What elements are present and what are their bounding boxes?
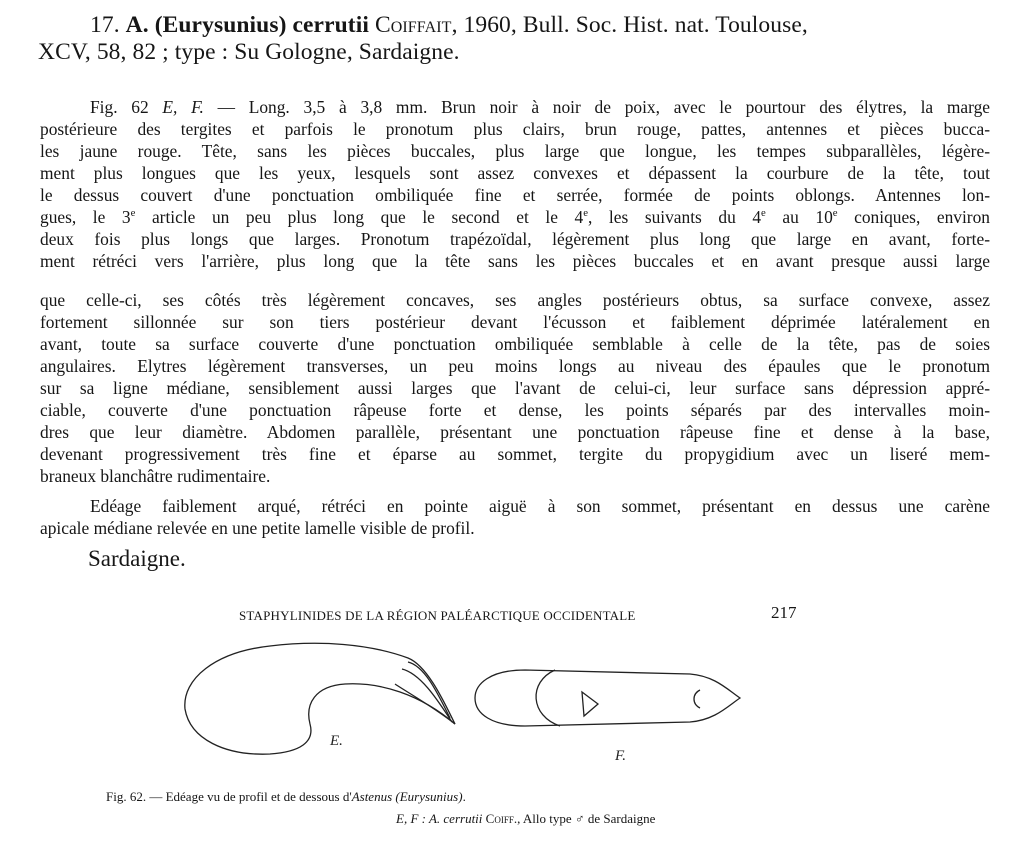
- caption-species: E, F : A. cerrutii: [396, 811, 483, 826]
- species-author: Coiffait: [374, 12, 452, 38]
- caption-prefix: Fig. 62. — Edéage vu de profil et de dessous d': [106, 789, 352, 804]
- edeage-paragraph: [40, 495, 990, 539]
- edeage-line: Edéage faiblement arqué, rétréci en pointe aiguë à son sommet, présentant en dessus une carène: [90, 496, 990, 516]
- figure-label-e: E.: [330, 733, 343, 749]
- description-line: gues, le 3e article un peu plus long que le second et le 4e, les suivants du 4e au 10e coniques, environ: [40, 207, 990, 227]
- edeage-line: apicale médiane relevée en une petite lamelle visible de profil.: [40, 518, 475, 538]
- figure-62-drawing: [170, 634, 750, 774]
- description-line: ment plus longues que les yeux, lesquels sont assez convexes et dépassent la courbure de la tête, tout: [40, 163, 990, 183]
- heading-rest: , 1960, Bull. Soc. Hist. nat. Toulouse,: [451, 12, 808, 38]
- figure-caption: [106, 789, 466, 805]
- running-head: STAPHYLINIDES DE LA RÉGION PALÉARCTIQUE OCCIDENTALE: [239, 608, 636, 623]
- description-line: dres que leur diamètre. Abdomen parallèle, présentant une ponctuation râpeuse fine et dense à la base,: [40, 422, 990, 442]
- caption-end: .: [462, 789, 466, 804]
- description-line: ciable, couverte d'une ponctuation râpeuse forte et dense, les points séparés par des intervalles moin-: [40, 400, 990, 420]
- caption-genus: Astenus: [351, 789, 393, 804]
- description-line: sur sa ligne médiane, sensiblement aussi larges que l'avant de celui-ci, leur surface sans dépression appré-: [40, 378, 990, 398]
- species-heading: [38, 12, 998, 66]
- locality-heading: Sardaigne.: [88, 546, 186, 571]
- description-line: le dessus couvert d'une ponctuation ombiliquée fine et serrée, formée de points oblongs. Antennes lon-: [40, 185, 990, 205]
- edeage-profile-drawing: [185, 643, 455, 754]
- description-line: deux fois plus longs que larges. Pronotum trapézoïdal, légèrement plus long que large en avant, forte-: [40, 229, 990, 249]
- caption-subgenus: (Eurysunius): [395, 789, 463, 804]
- description-line: Fig. 62 E, F. — Long. 3,5 à 3,8 mm. Brun noir à noir de poix, avec le pourtour des élytres, la marge: [90, 97, 990, 117]
- figure-label-f: F.: [615, 748, 626, 764]
- description-line: que celle-ci, ses côtés très légèrement concaves, ses angles postérieurs obtus, sa surface convexe, assez: [40, 290, 990, 310]
- description-line: ment rétréci vers l'arrière, plus long que la tête sans les pièces buccales et en avant presque aussi large: [40, 251, 990, 271]
- description-line: braneux blanchâtre rudimentaire.: [40, 466, 271, 486]
- caption-author: Coiff.: [485, 811, 518, 826]
- description-paragraph-bottom: [40, 289, 990, 487]
- species-number: 17.: [90, 12, 120, 38]
- description-line: angulaires. Elytres légèrement transverses, un peu moins longs au niveau des épaules que le pronotum: [40, 356, 990, 376]
- edeage-ventral-drawing: [475, 670, 740, 726]
- species-name: A. (Eurysunius) cerrutii: [125, 12, 369, 38]
- heading-line-1: [38, 12, 998, 39]
- description-line: fortement sillonnée sur son tiers postérieur devant l'écusson et faiblement déprimée latéralement en: [40, 312, 990, 332]
- description-line: avant, toute sa surface couverte d'une ponctuation ombiliquée semblable à celle de la tête, pas de soies: [40, 334, 990, 354]
- description-paragraph-top: [40, 96, 990, 272]
- figure-caption-detail: [396, 811, 655, 827]
- description-line: les jaune rouge. Tête, sans les pièces buccales, plus large que longue, les tempes subparallèles, légère-: [40, 141, 990, 161]
- description-line: devenant progressivement très fine et éparse au sommet, tergite du propygidium avec un liseré mem-: [40, 444, 990, 464]
- caption-rest: , Allo type ♂ de Sardaigne: [517, 811, 656, 826]
- page-number: 217: [771, 603, 797, 622]
- description-line: postérieure des tergites et parfois le pronotum plus clairs, brun rouge, pattes, antennes et pièces bucca-: [40, 119, 990, 139]
- heading-line-2: XCV, 58, 82 ; type : Su Gologne, Sardaigne.: [38, 39, 460, 65]
